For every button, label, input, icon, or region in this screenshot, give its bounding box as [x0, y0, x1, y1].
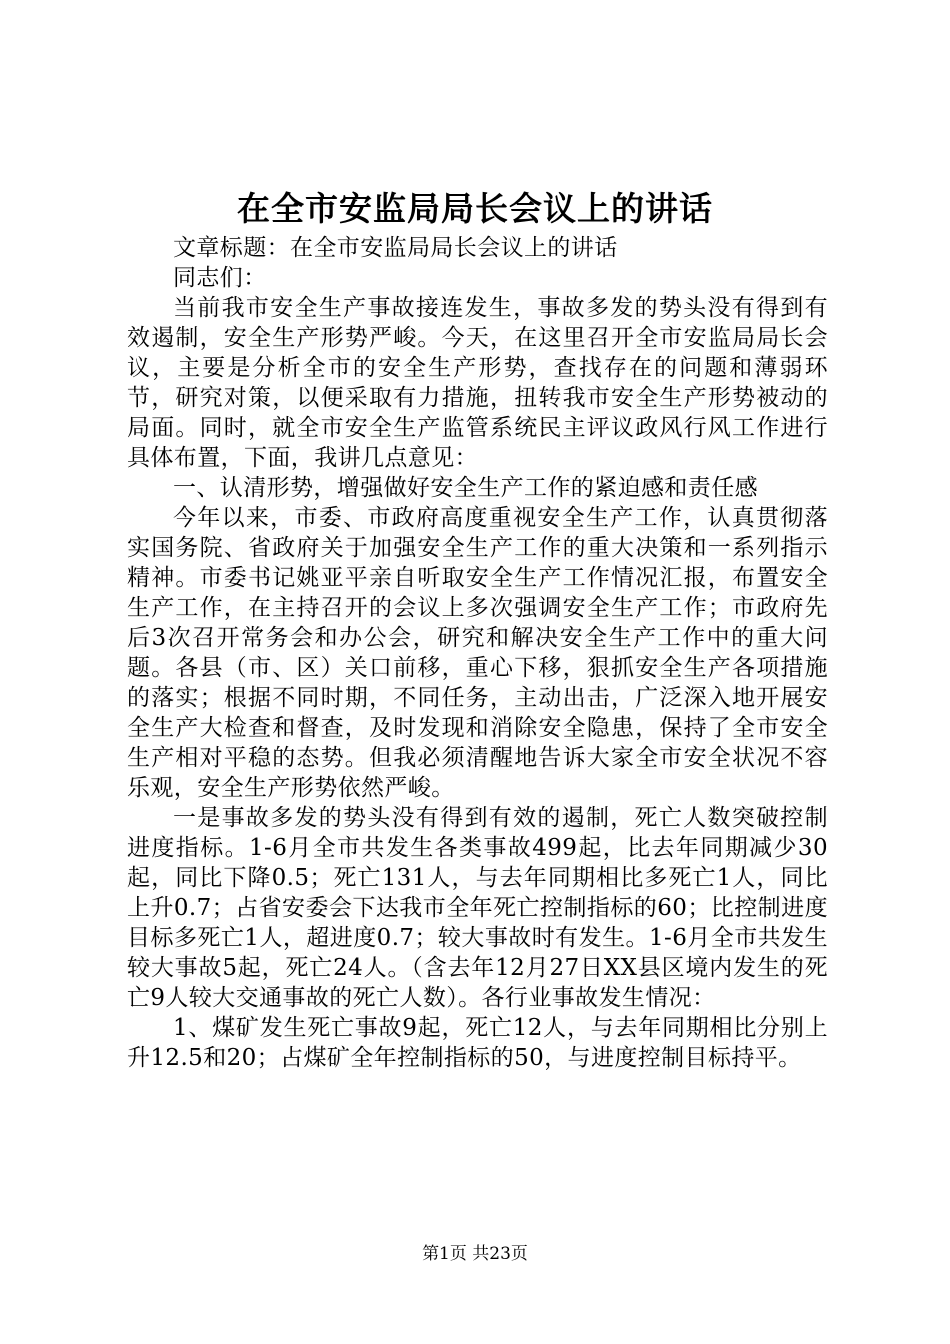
paragraph-coal-mines: 1、煤矿发生死亡事故9起，死亡12人，与去年同期相比分别上升12.5和20；占煤矿全年控制指标的50，与进度控制目标持平。 — [127, 1015, 828, 1071]
page-number-footer: 第1页 共23页 — [422, 1244, 528, 1264]
paragraph-intro: 当前我市安全生产事故接连发生，事故多发的势头没有得到有效遏制，安全生产形势严峻。今天，在这里召开全市安监局局长会议，主要是分析全市的安全生产形势，查找存在的问题和薄弱环节，研究对策，以便采取有力措施，扭转我市安全生产形势被动的局面。同时，就全市安全生产监管系统民主评议政风行风工作进行具体布置，下面，我讲几点意见： — [127, 295, 828, 471]
paragraph-accidents: 一是事故多发的势头没有得到有效的遏制，死亡人数突破控制进度指标。1-6月全市共发生各类事故499起，比去年同期减少30起，同比下降0.5；死亡131人，与去年同期相比多死亡1人，同比上升0.7；占省安委会下达我市全年死亡控制指标的60；比控制进度目标多死亡1人，超进度0.7；较大事故时有发生。1-6月全市共发生较大事故5起，死亡24人。（含去年12月27日XX县区境内发生的死亡9人较大交通事故的死亡人数）。各行业事故发生情况： — [127, 805, 828, 1011]
document-title: 在全市安监局局长会议上的讲话 — [237, 189, 713, 228]
paragraph-situation: 今年以来，市委、市政府高度重视安全生产工作，认真贯彻落实国务院、省政府关于加强安全生产工作的重大决策和一系列指示精神。市委书记姚亚平亲自听取安全生产工作情况汇报，布置安全生产工作，在主持召开的会议上多次强调安全生产工作；市政府先后3次召开常务会和办公会，研究和解决安全生产工作中的重大问题。各县（市、区）关口前移，重心下移，狠抓安全生产各项措施的落实；根据不同时期，不同任务，主动出击，广泛深入地开展安全生产大检查和督查，及时发现和消除安全隐患，保持了全市安全生产相对平稳的态势。但我必须清醒地告诉大家全市安全状况不容乐观，安全生产形势依然严峻。 — [127, 505, 828, 801]
article-title-line: 文章标题：在全市安监局局长会议上的讲话 — [173, 235, 618, 261]
salutation: 同志们： — [173, 265, 267, 291]
document-body — [127, 233, 828, 1073]
section-heading: 一、认清形势，增强做好安全生产工作的紧迫感和责任感 — [173, 475, 758, 501]
